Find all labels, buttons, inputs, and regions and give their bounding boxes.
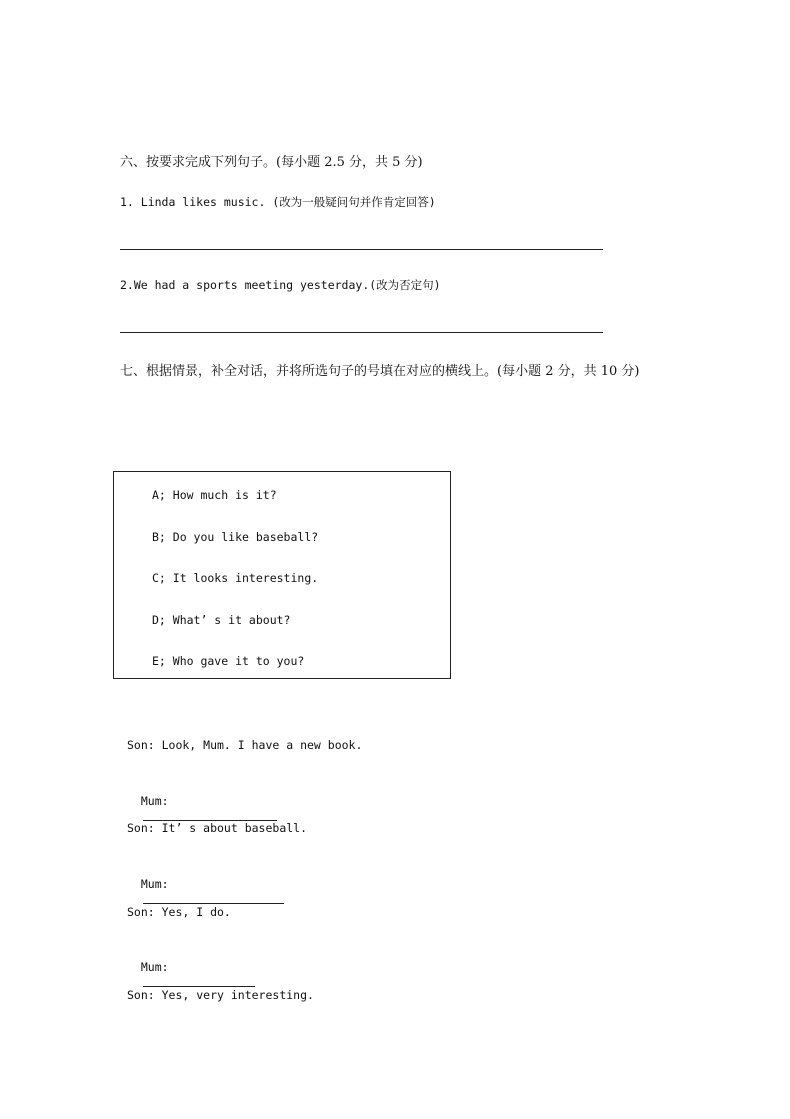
answer-blank-3[interactable] — [143, 974, 255, 987]
answer-line-1[interactable] — [120, 249, 603, 250]
option-e: E; Who gave it to you? — [152, 654, 305, 668]
dialogue-line-1: Son: Look, Mum. I have a new book. — [127, 738, 363, 752]
speaker-label: Mum: — [140, 794, 169, 808]
answer-blank-1[interactable] — [143, 808, 277, 821]
options-box — [113, 471, 451, 679]
dialogue-line-2 — [127, 780, 277, 824]
question-2: 2.We had a sports meeting yesterday.(改为否定句) — [120, 278, 441, 292]
section-7-heading: 七、根据情景，补全对话，并将所选句子的号填在对应的横线上。(每小题 2 分，共 10 分) — [120, 364, 640, 379]
option-b: B; Do you like baseball? — [152, 530, 319, 544]
dialogue-line-4 — [127, 863, 284, 907]
option-a: A; How much is it? — [152, 488, 277, 502]
dialogue-line-3: Son: It’ s about baseball. — [127, 821, 308, 835]
dialogue-line-6 — [127, 946, 255, 990]
speaker-label: Mum: — [140, 877, 169, 891]
option-c: C; It looks interesting. — [152, 571, 319, 585]
answer-blank-2[interactable] — [143, 891, 284, 904]
section-6-heading: 六、按要求完成下列句子。(每小题 2.5 分，共 5 分) — [120, 155, 423, 170]
dialogue-line-7: Son: Yes, very interesting. — [127, 988, 314, 1002]
dialogue-line-5: Son: Yes, I do. — [127, 905, 231, 919]
option-d: D; What’ s it about? — [152, 613, 291, 627]
question-1: 1. Linda likes music. (改为一般疑问句并作肯定回答) — [120, 195, 436, 209]
answer-line-2[interactable] — [120, 332, 603, 333]
speaker-label: Mum: — [140, 960, 169, 974]
